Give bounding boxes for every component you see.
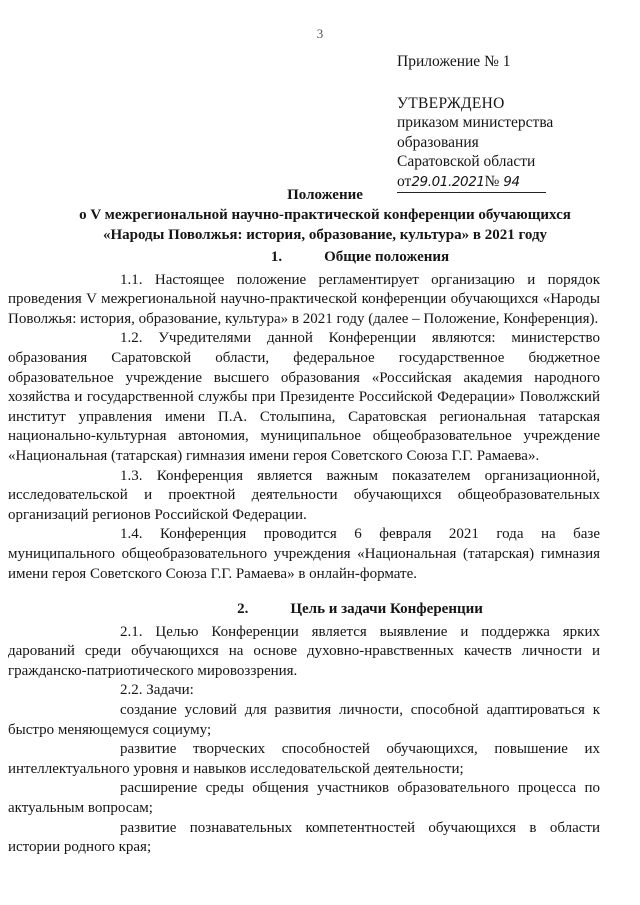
title-line-2: о V межрегиональной научно-практической конференции обучающихся	[79, 207, 571, 223]
order-date: 29.01.2021	[411, 173, 485, 190]
annex-label: Приложение № 1	[397, 53, 511, 70]
section-2-heading	[120, 600, 600, 620]
order-no-label: №	[484, 172, 500, 190]
paragraph-1-3: 1.3. Конференция является важным показателем организационной, исследовательской и проектной деятельности обучающихся общеобразовательных организаций регионов Российской Федерации.	[8, 467, 600, 523]
task-item-1: создание условий для развития личности, способной адаптироваться к быстро меняющемуся социуму;	[8, 702, 600, 738]
paragraph-1-4: 1.4. Конференция проводится 6 февраля 2021 года на базе муниципального общеобразовательного учреждения «Национальная (татарская) гимназия имени героя Советского Союза Г.Г. Рамаева» в онлайн-формате.	[8, 526, 600, 582]
paragraph-1-2: 1.2. Учредителями данной Конференции являются: министерство образования Саратовской области, федеральное государственное бюджетное образовательное учреждение высшего образования «Российская академия народного хозяйства и государственной службы при Президенте Российской Федерации» Поволжский институт управления имени П.А. Столыпина, Саратовская региональная татарская национально-культурная автономия, муниципальное общеобразовательное учреждение «Национальная (татарская) гимназия имени героя Советского Союза Г.Г. Рамаева».	[8, 330, 600, 464]
document-title	[60, 185, 590, 245]
paragraph-1-1: 1.1. Настоящее положение регламентирует организацию и порядок проведения V межрегиональной научно-практической конференции обучающихся «Народы Поволжья: история, образование, культура» в 2021 году (далее – Положение, Конференция).	[8, 271, 600, 327]
section-1-heading	[120, 248, 600, 268]
title-line-3: «Народы Поволжья: история, образование, культура» в 2021 году	[102, 227, 548, 243]
section-2-title: Цель и задачи Конференции	[290, 601, 483, 618]
approval-block	[397, 52, 617, 193]
section-2-number: 2.	[237, 601, 249, 618]
order-prefix: от	[397, 172, 412, 190]
section-1-number: 1.	[270, 249, 283, 265]
paragraph-2-1: 2.1. Целью Конференции является выявление и поддержка ярких дарований среди обучающихся на основе духовно-нравственных качеств личности и гражданско-патриотического мировоззрения.	[8, 623, 600, 679]
approval-line-1: приказом министерства	[397, 114, 554, 131]
approval-line-3: Саратовской области	[397, 153, 536, 170]
title-line-1: Положение	[287, 187, 363, 203]
order-number: 94	[503, 173, 520, 190]
task-item-4: развитие познавательных компетентностей обучающихся в области истории родного края;	[8, 819, 600, 856]
page-number: 3	[316, 26, 324, 41]
approved-label: УТВЕРЖДЕНО	[397, 94, 505, 112]
task-item-3: расширение среды общения участников образовательного процесса по актуальным вопросам;	[8, 780, 600, 817]
section-1-title: Общие положения	[324, 249, 450, 265]
task-item-2: развитие творческих способностей обучающихся, повышение их интеллектуального уровня и навыков исследовательской деятельности;	[8, 741, 600, 777]
approval-line-2: образования	[397, 133, 479, 151]
paragraph-2-2: 2.2. Задачи:	[120, 682, 194, 699]
document-body	[8, 245, 600, 858]
